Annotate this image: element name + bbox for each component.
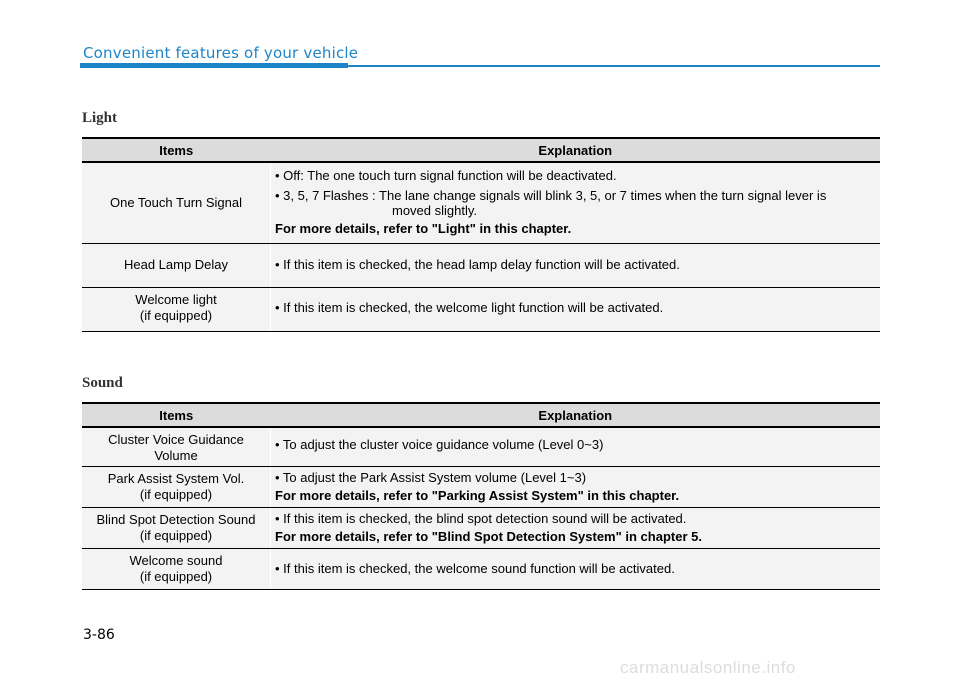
col-items-header: Items — [82, 138, 271, 162]
col-items-header: Items — [82, 403, 271, 427]
table-header-row — [82, 403, 880, 427]
explanation-line: • If this item is checked, the blind spot detection sound will be activated. — [275, 510, 687, 526]
explanation-cell — [271, 427, 881, 466]
item-label: Blind Spot Detection Sound — [96, 511, 256, 527]
light-section-title: Light — [82, 110, 118, 126]
sound-section-title: Sound — [82, 375, 123, 391]
header-rule — [348, 65, 880, 67]
table-row — [82, 427, 880, 466]
page-number: 3-86 — [83, 627, 115, 643]
item-cell — [82, 243, 271, 287]
item-sublabel: (if equipped) — [139, 486, 213, 502]
explanation-cell — [271, 243, 881, 287]
table-header-row — [82, 138, 880, 162]
reference-note: For more details, refer to "Light" in this chapter. — [275, 221, 572, 237]
table-row — [82, 287, 880, 331]
col-explanation-header: Explanation — [271, 403, 881, 427]
header-accent-bar — [80, 63, 348, 68]
explanation-line: moved slightly. — [392, 203, 478, 219]
explanation-line: • Off: The one touch turn signal function will be deactivated. — [275, 168, 617, 184]
explanation-line: • To adjust the cluster voice guidance volume (Level 0~3) — [275, 437, 604, 452]
table-row — [82, 243, 880, 287]
light-table — [82, 137, 880, 332]
item-cell — [82, 427, 271, 466]
table-row — [82, 548, 880, 589]
explanation-cell — [271, 162, 881, 243]
sound-table — [82, 402, 880, 590]
explanation-cell — [271, 466, 881, 507]
watermark: carmanualsonline.info — [620, 658, 796, 677]
explanation-cell — [271, 548, 881, 589]
table-row — [82, 162, 880, 243]
table-row — [82, 466, 880, 507]
item-label: Cluster Voice Guidance — [108, 432, 244, 447]
explanation-cell — [271, 507, 881, 548]
item-label: Welcome light — [135, 291, 217, 307]
item-sublabel: Volume — [154, 448, 198, 463]
col-explanation-header: Explanation — [271, 138, 881, 162]
section-header: Convenient features of your vehicle — [83, 44, 359, 62]
explanation-line: • 3, 5, 7 Flashes : The lane change signals will blink 3, 5, or 7 times when the turn signal lever is — [275, 188, 827, 204]
item-cell — [82, 162, 271, 243]
explanation-line: • If this item is checked, the welcome light function will be activated. — [275, 299, 664, 315]
item-sublabel: (if equipped) — [139, 307, 213, 323]
reference-note: For more details, refer to "Parking Assist System" in this chapter. — [275, 487, 680, 503]
explanation-cell — [271, 287, 881, 331]
item-label: One Touch Turn Signal — [109, 194, 242, 210]
item-label: Park Assist System Vol. — [107, 470, 245, 486]
explanation-line: • To adjust the Park Assist System volume (Level 1~3) — [275, 469, 587, 485]
item-sublabel: (if equipped) — [139, 568, 213, 584]
item-sublabel: (if equipped) — [139, 527, 213, 543]
explanation-line: • If this item is checked, the head lamp delay function will be activated. — [275, 257, 680, 272]
reference-note: For more details, refer to "Blind Spot Detection System" in chapter 5. — [275, 528, 702, 544]
item-cell — [82, 287, 271, 331]
item-cell — [82, 507, 271, 548]
item-cell — [82, 548, 271, 589]
explanation-line: • If this item is checked, the welcome sound function will be activated. — [275, 560, 675, 576]
item-cell — [82, 466, 271, 507]
item-label: Head Lamp Delay — [123, 257, 229, 272]
table-row — [82, 507, 880, 548]
item-label: Welcome sound — [129, 552, 223, 568]
